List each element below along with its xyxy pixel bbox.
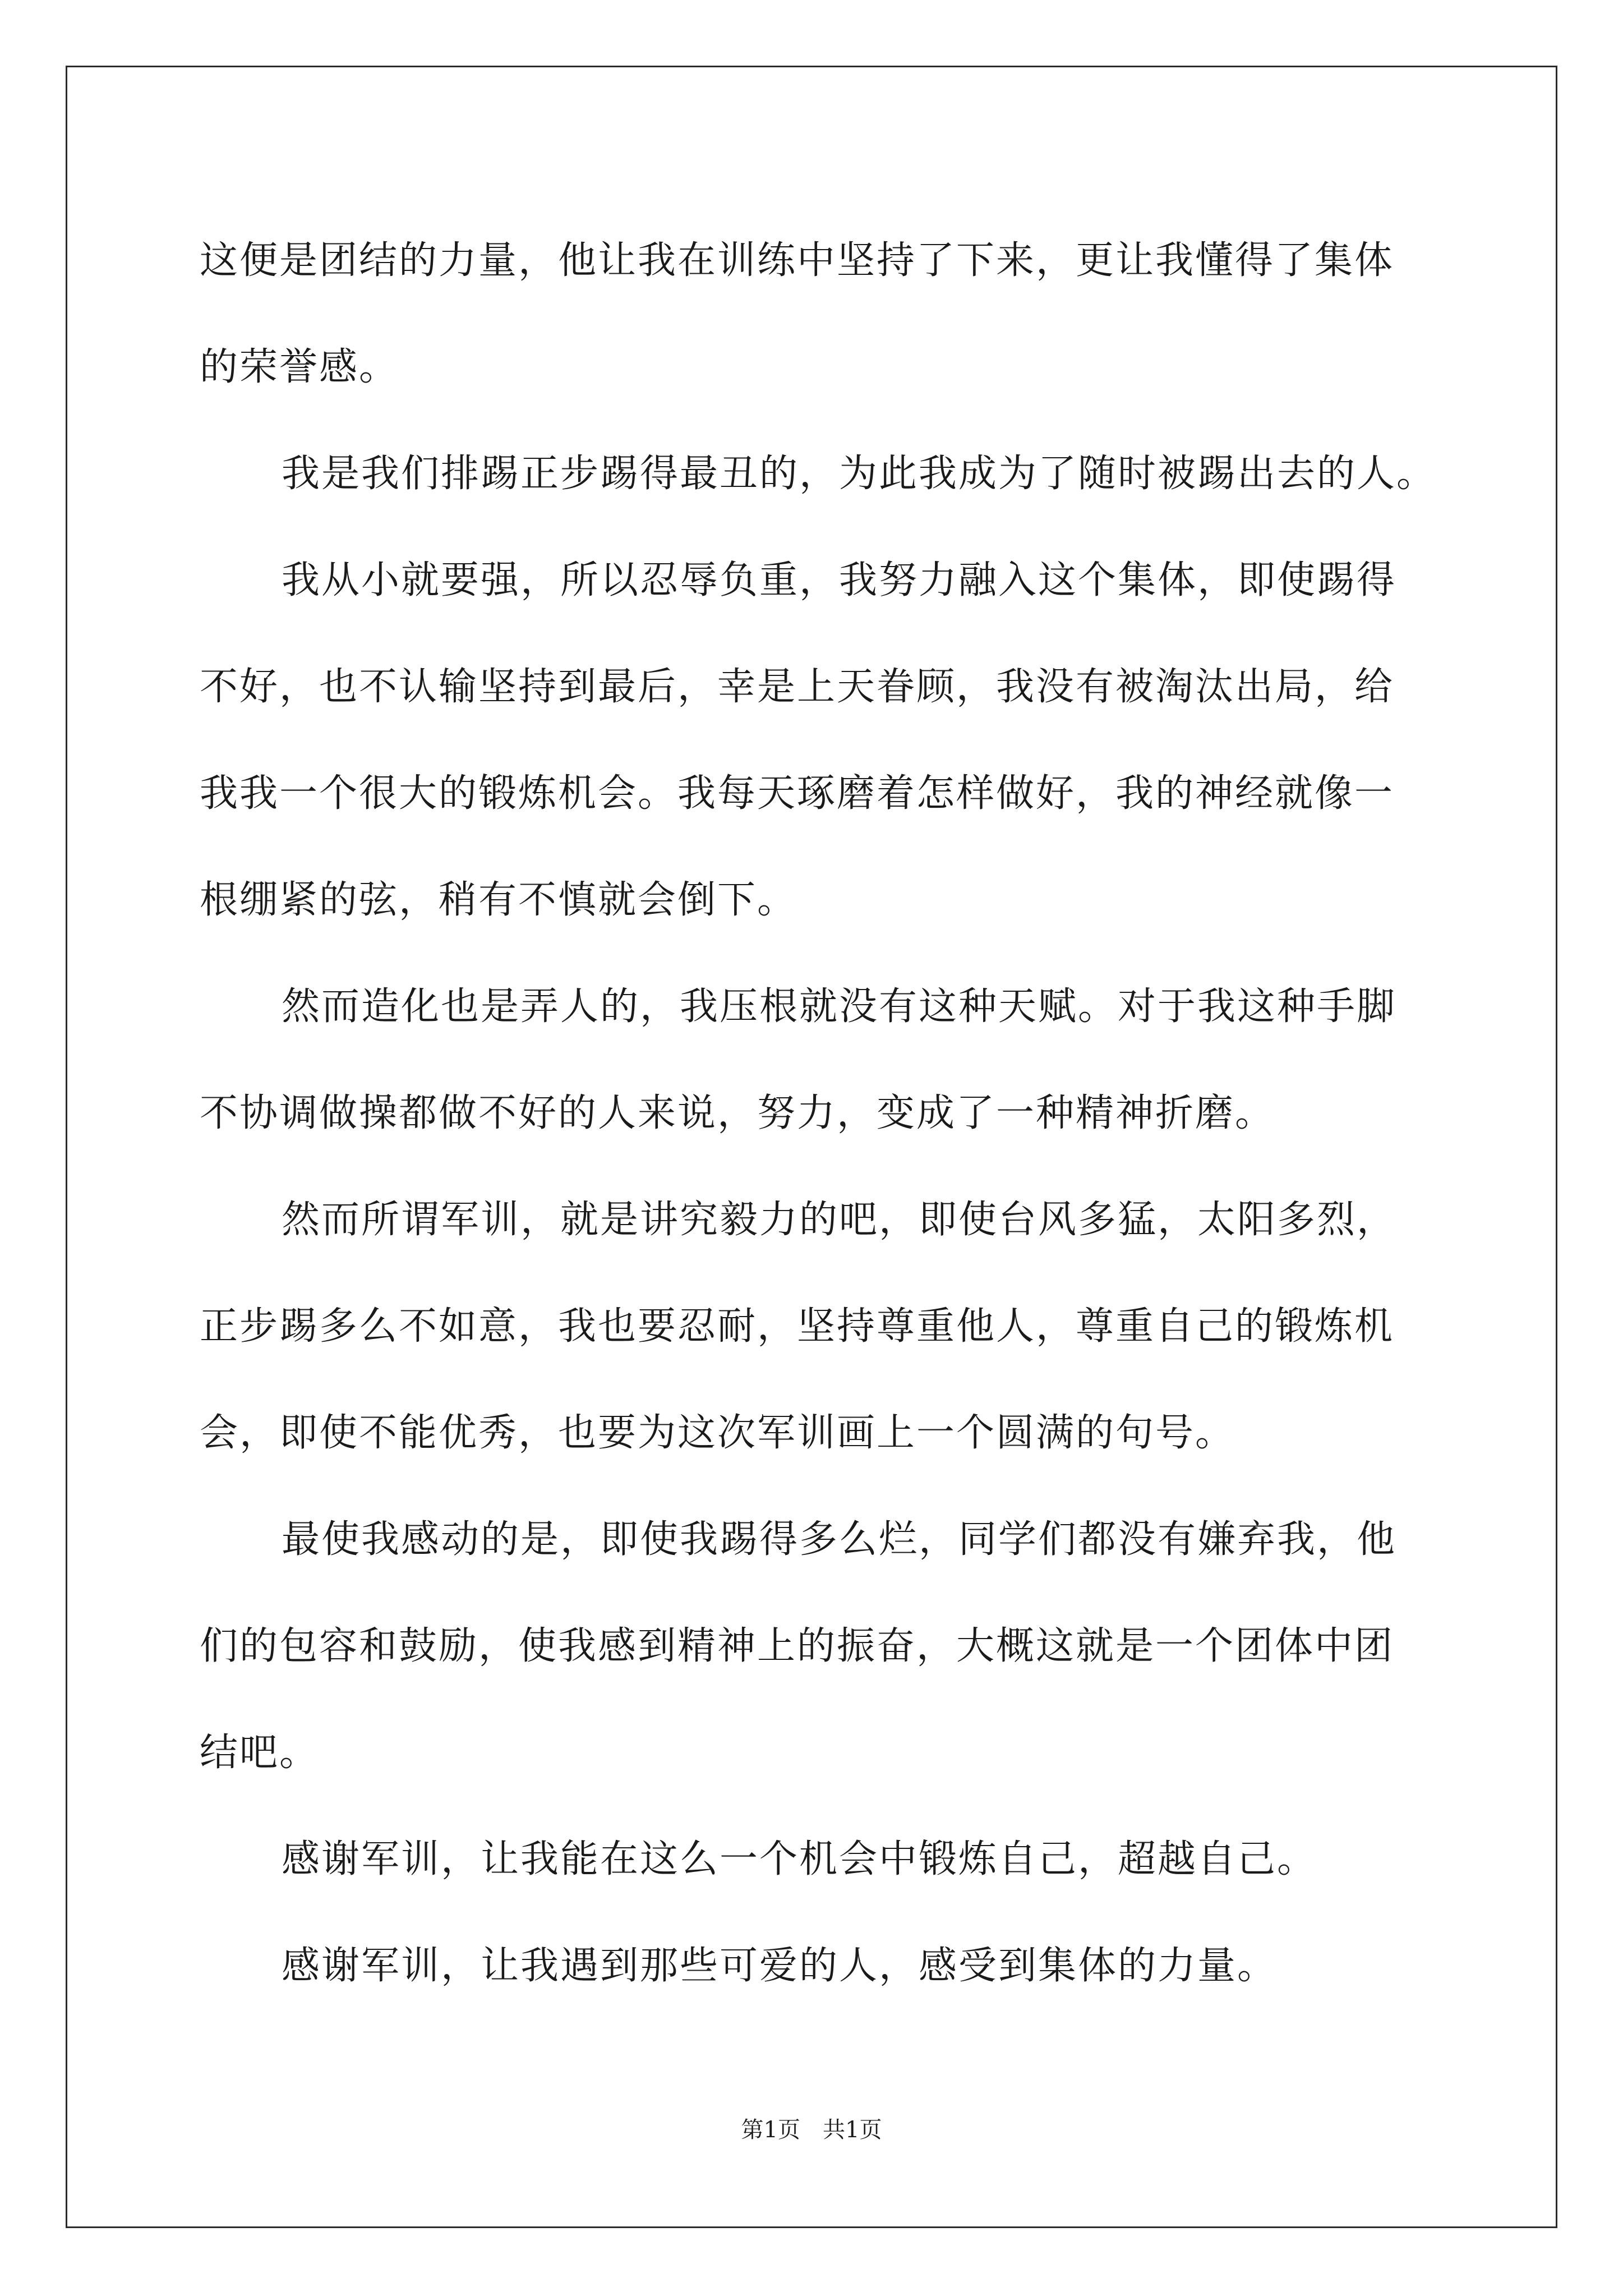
page-footer	[0, 2112, 1623, 2144]
text-line: 感谢军训，让我能在这么一个机会中锻炼自己，超越自己。	[282, 1837, 1317, 1881]
text-line: 我是我们排踢正步踢得最丑的，为此我成为了随时被踢出去的人。	[282, 452, 1437, 496]
page-number-current: 第1页	[741, 2117, 800, 2143]
page-number-total: 共1页	[823, 2117, 882, 2143]
text-line: 最使我感动的是，即使我踢得多么烂，同学们都没有嫌弃我，他	[282, 1517, 1397, 1562]
text-line: 然而所谓军训，就是讲究毅力的吧，即使台风多猛，太阳多烈，	[282, 1198, 1397, 1242]
text-line: 我我一个很大的锻炼机会。我每天琢磨着怎样做好，我的神经就像一	[200, 771, 1395, 816]
text-line: 正步踢多么不如意，我也要忍耐，坚持尊重他人，尊重自己的锻炼机	[200, 1304, 1395, 1349]
text-line: 不协调做操都做不好的人来说，努力，变成了一种精神折磨。	[200, 1091, 1275, 1135]
text-line: 结吧。	[200, 1731, 320, 1775]
text-line: 感谢军训，让我遇到那些可爱的人，感受到集体的力量。	[282, 1944, 1278, 1988]
text-line: 这便是团结的力量，他让我在训练中坚持了下来，更让我懂得了集体	[200, 238, 1395, 283]
text-line: 不好，也不认输坚持到最后，幸是上天眷顾，我没有被淘汰出局，给	[200, 665, 1395, 709]
text-line: 根绷紧的弦，稍有不慎就会倒下。	[200, 878, 797, 922]
text-line: 然而造化也是弄人的，我压根就没有这种天赋。对于我这种手脚	[282, 984, 1397, 1029]
text-line: 们的包容和鼓励，使我感到精神上的振奋，大概这就是一个团体中团	[200, 1624, 1395, 1668]
text-line: 会，即使不能优秀，也要为这次军训画上一个圆满的句号。	[200, 1411, 1235, 1455]
document-body	[200, 208, 1456, 2019]
text-line: 我从小就要强，所以忍辱负重，我努力融入这个集体，即使踢得	[282, 558, 1397, 602]
text-line: 的荣誉感。	[200, 345, 399, 389]
